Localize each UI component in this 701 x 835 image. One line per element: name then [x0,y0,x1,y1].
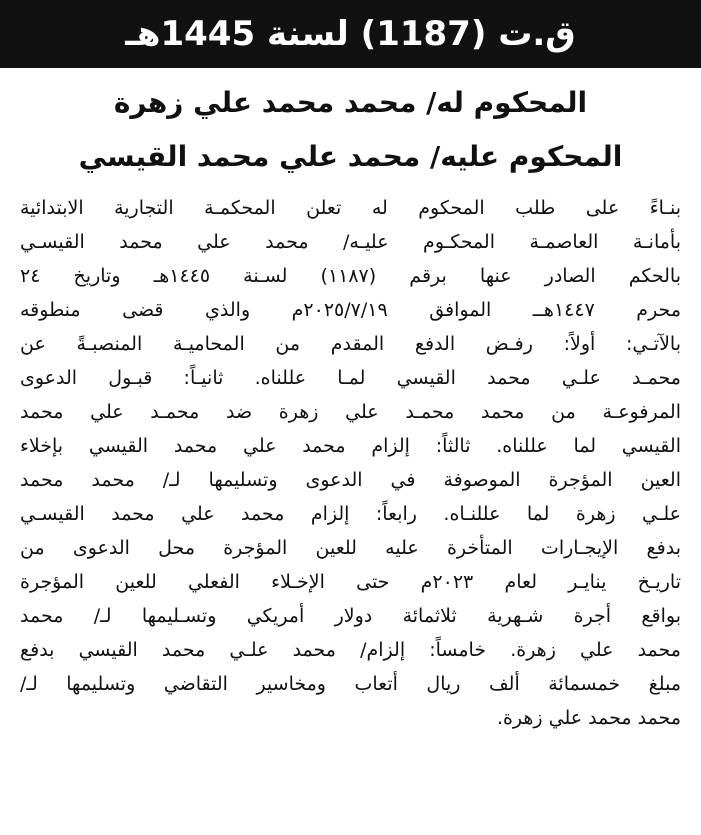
body-line: العين المؤجرة الموصوفة في الدعوى وتسليمها لـ/ محمد محمد [20,469,681,491]
body-line: بأمانـة العاصمـة المحكـوم عليـه/ محمد علي محمد القيسـي [20,231,681,253]
body-line: محمـد علـي محمد القيسي لمـا عللناه. ثانيـاً: قبـول الدعوى [20,367,681,389]
plaintiff-line: المحكوم له/ محمد محمد علي زهرة [113,86,588,119]
body-line: بالحكم الصادر عنها برقم (١١٨٧) لسـنة ١٤٤٥هـ وتاريخ ٢٤ [20,265,681,287]
body-line: بدفع الإيجـارات المتأخرة عليه للعين المؤجرة محل الدعوى من [20,537,681,559]
body-line: محمد محمد علي زهرة. [496,707,681,729]
notice-body [20,191,681,735]
body-line: بنـاءً على طلب المحكوم له تعلن المحكمـة التجارية الابتدائية [20,197,681,219]
body-line: بالآتـي: أولاً: رفـض الدفع المقدم من المحاميـة المنصبـةً عن [20,333,681,355]
body-line: تاريـخ ينايـر لعام ٢٠٢٣م حتى الإخـلاء الفعلي للعين المؤجرة [20,571,681,593]
case-number-banner [0,0,701,68]
body-line: مبلغ خمسمائة ألف ريال أتعاب ومخاسير التقاضي وتسليمها لـ/ [20,673,681,695]
body-line: محمد علي زهرة. خامساً: إلزام/ محمد علـي محمد القيسي بدفع [20,639,681,661]
defendant-line: المحكوم عليه/ محمد علي محمد القيسي [78,140,623,173]
body-line: محرم ١٤٤٧هــ الموافق ٢٠٢٥/٧/١٩م والذي قضى منطوقه [20,299,681,321]
body-line: المرفوعـة من محمد محمـد علي زهرة ضد محمـد علي محمد [20,401,681,423]
case-number-title: ق.ت (1187) لسنة 1445هـ [125,14,576,54]
body-line: بواقع أجرة شـهرية ثلاثمائة دولار أمريكي وتسـليمها لـ/ محمد [20,605,681,627]
body-line: القيسي لما عللناه. ثالثاً: إلزام محمد علي محمد القيسي بإخلاء [20,435,681,457]
body-line: علـي زهرة لما عللنـاه. رابعاً: إلزام محمد علي محمد القيسـي [20,503,681,525]
